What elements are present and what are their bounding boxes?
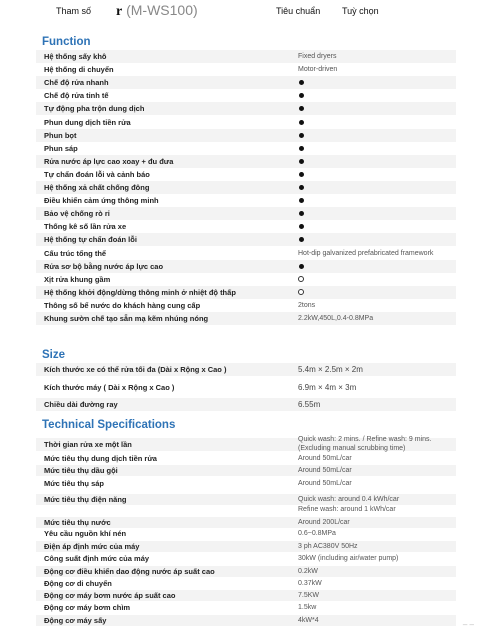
tech-row-label: Điện áp định mức của máy <box>44 542 140 551</box>
tech-row <box>36 566 456 577</box>
tech-row <box>36 528 456 539</box>
function-row-value: Fixed dryers <box>298 53 337 60</box>
tech-row <box>36 453 456 464</box>
function-row <box>36 181 456 194</box>
function-row-label: Phun dung dịch tiền rửa <box>44 117 131 127</box>
size-row <box>36 381 456 394</box>
model-mark: r <box>116 4 123 19</box>
function-row-label: Rửa nước áp lực cao xoay + đu đưa <box>44 156 174 166</box>
standard-dot-icon <box>299 237 304 242</box>
function-row <box>36 260 456 273</box>
function-row <box>36 142 456 155</box>
function-row <box>36 233 456 246</box>
function-row <box>36 273 456 286</box>
function-row <box>36 312 456 325</box>
function-row-label: Điều khiển cảm ứng thông minh <box>44 196 159 206</box>
tech-row <box>36 615 456 626</box>
function-row <box>36 102 456 115</box>
optional-ring-icon <box>298 276 304 282</box>
function-row <box>36 194 456 207</box>
tech-row <box>36 590 456 601</box>
tech-row-value: 0.37kW <box>298 580 322 587</box>
size-row-label: Chiều dài đường ray <box>44 400 118 409</box>
tech-row-value: Quick wash: around 0.4 kWh/car <box>298 496 400 503</box>
function-row <box>36 155 456 168</box>
standard-dot-icon <box>299 159 304 164</box>
tech-row <box>36 478 456 489</box>
function-row-value: Motor-driven <box>298 66 338 74</box>
function-row-label: Hệ thống di chuyển <box>44 65 114 75</box>
model-header <box>116 2 198 20</box>
tech-row-value: Around 50mL/car <box>298 480 352 487</box>
table-header <box>0 0 504 24</box>
function-row-label: Xịt rửa khung gầm <box>44 274 111 284</box>
tech-row-value: 30kW (including air/water pump) <box>298 555 399 562</box>
function-row-value: 2tons <box>298 301 316 309</box>
function-row <box>36 89 456 102</box>
function-row <box>36 129 456 142</box>
size-row-value: 5.4m × 2.5m × 2m <box>298 365 363 374</box>
standard-dot-icon <box>299 106 304 111</box>
standard-dot-icon <box>299 172 304 177</box>
size-row <box>36 363 456 376</box>
size-row <box>36 398 456 411</box>
function-row-label: Bảo vệ chống rò rỉ <box>44 209 110 219</box>
tech-row-value: Refine wash: around 1 kWh/car <box>298 506 396 513</box>
tech-row-label: Mức tiêu thụ điện năng <box>44 495 127 504</box>
function-row-label: Hệ thống khởi động/dừng thông minh ở nhiệt độ thấp <box>44 287 236 297</box>
standard-dot-icon <box>299 146 304 151</box>
tech-row-label: Công suất định mức của máy <box>44 554 150 563</box>
size-row-label: Kích thước máy ( Dài x Rộng x Cao ) <box>44 383 175 392</box>
param-header: Tham số <box>56 6 92 16</box>
size-section-title: Size <box>42 349 66 361</box>
tech-row-label: Mức tiêu thụ nước <box>44 518 111 527</box>
function-row <box>36 50 456 63</box>
function-row-label: Thống kê số lần rửa xe <box>44 222 127 232</box>
function-row-value: Hot-dip galvanized prefabricated framework <box>298 249 434 257</box>
optional-ring-icon <box>298 289 304 295</box>
tech-row-value: Around 200L/car <box>298 519 350 526</box>
model-code: (M-WS100) <box>126 2 198 18</box>
standard-dot-icon <box>299 198 304 203</box>
tech-row <box>36 465 456 476</box>
tech-row-value: 3 ph AC380V 50Hz <box>298 543 358 550</box>
page-corner-mark: – – <box>462 620 474 629</box>
tech-row-label: Động cơ điều khiển dao động nước áp suất cao <box>44 567 215 576</box>
standard-dot-icon <box>299 93 304 98</box>
tech-row-value: 0.6~0.8MPa <box>298 530 336 537</box>
function-row <box>36 286 456 299</box>
tech-row <box>36 578 456 589</box>
tech-row-value: Around 50mL/car <box>298 455 352 462</box>
function-row-label: Phun sáp <box>44 143 78 153</box>
function-row-label: Hệ thống xả chất chống đông <box>44 183 150 192</box>
size-row-label: Kích thước xe có thể rửa tối đa (Dài x Rộng x Cao ) <box>44 365 227 374</box>
function-row-label: Hệ thống sấy khô <box>44 52 107 61</box>
tech-row-value: 7.5KW <box>298 592 320 599</box>
function-row-label: Khung sườn chế tạo sẵn mạ kẽm nhúng nóng <box>44 314 209 323</box>
tech-row-label: Mức tiêu thụ dầu gội <box>44 466 118 475</box>
function-row <box>36 116 456 129</box>
tech-row <box>36 602 456 613</box>
function-row-label: Chế độ rửa tinh tế <box>44 91 109 101</box>
function-row-value: 2.2kW,450L,0.4-0.8MPa <box>298 315 374 322</box>
tech-row-value: Quick wash: 2 mins. / Refine wash: 9 mins. (Excluding manual scrubbing time) <box>298 436 432 452</box>
tech-row-value: Around 50mL/car <box>298 467 352 474</box>
function-row <box>36 207 456 220</box>
function-row-label: Hệ thống tự chẩn đoán lỗi <box>44 235 137 245</box>
standard-dot-icon <box>299 211 304 216</box>
tech-row-label: Động cơ máy bơm nước áp suất cao <box>44 591 176 600</box>
function-section-title: Function <box>42 36 91 48</box>
standard-header: Tiêu chuẩn <box>276 6 321 16</box>
function-row-label: Tự động pha trộn dung dịch <box>44 104 145 114</box>
function-row <box>36 247 456 260</box>
tech-row-label: Động cơ di chuyển <box>44 579 112 588</box>
function-row-label: Cấu trúc tổng thể <box>44 248 107 258</box>
tech-row-label: Yêu cầu nguồn khí nén <box>44 529 127 538</box>
tech-row-value: 4kW*4 <box>298 617 319 624</box>
function-row-label: Rửa sơ bộ bằng nước áp lực cao <box>44 261 164 271</box>
tech-row-label: Thời gian rửa xe một lần <box>44 440 132 449</box>
function-row <box>36 299 456 312</box>
standard-dot-icon <box>299 224 304 229</box>
tech-section-title: Technical Specifications <box>42 419 176 431</box>
function-row-label: Phun bọt <box>44 130 77 140</box>
tech-row-label: Động cơ máy sấy <box>44 616 107 625</box>
function-row <box>36 168 456 181</box>
tech-row <box>36 553 456 564</box>
function-row <box>36 63 456 76</box>
tech-row-value: 0.2kW <box>298 568 318 575</box>
tech-row <box>36 438 456 451</box>
standard-dot-icon <box>299 133 304 138</box>
standard-dot-icon <box>299 80 304 85</box>
function-row-label: Thông số bể nước do khách hàng cung cấp <box>44 300 201 310</box>
function-row <box>36 220 456 233</box>
tech-row <box>36 541 456 552</box>
function-row <box>36 76 456 89</box>
standard-dot-icon <box>299 120 304 125</box>
standard-dot-icon <box>299 264 304 269</box>
optional-header: Tuỳ chọn <box>342 6 379 16</box>
size-row-value: 6.55m <box>298 400 321 409</box>
standard-dot-icon <box>299 185 304 190</box>
function-row-label: Chế độ rửa nhanh <box>44 78 109 88</box>
tech-row <box>36 517 456 528</box>
tech-row <box>36 504 456 515</box>
tech-row-label: Động cơ máy bơm chìm <box>44 603 131 612</box>
tech-row-value: 1.5kw <box>298 604 317 611</box>
tech-row-label: Mức tiêu thụ dung dịch tiền rửa <box>44 454 157 463</box>
tech-row-label: Mức tiêu thụ sáp <box>44 479 105 488</box>
size-row-value: 6.9m × 4m × 3m <box>298 383 357 392</box>
function-row-label: Tự chẩn đoán lỗi và cảnh báo <box>44 169 150 179</box>
